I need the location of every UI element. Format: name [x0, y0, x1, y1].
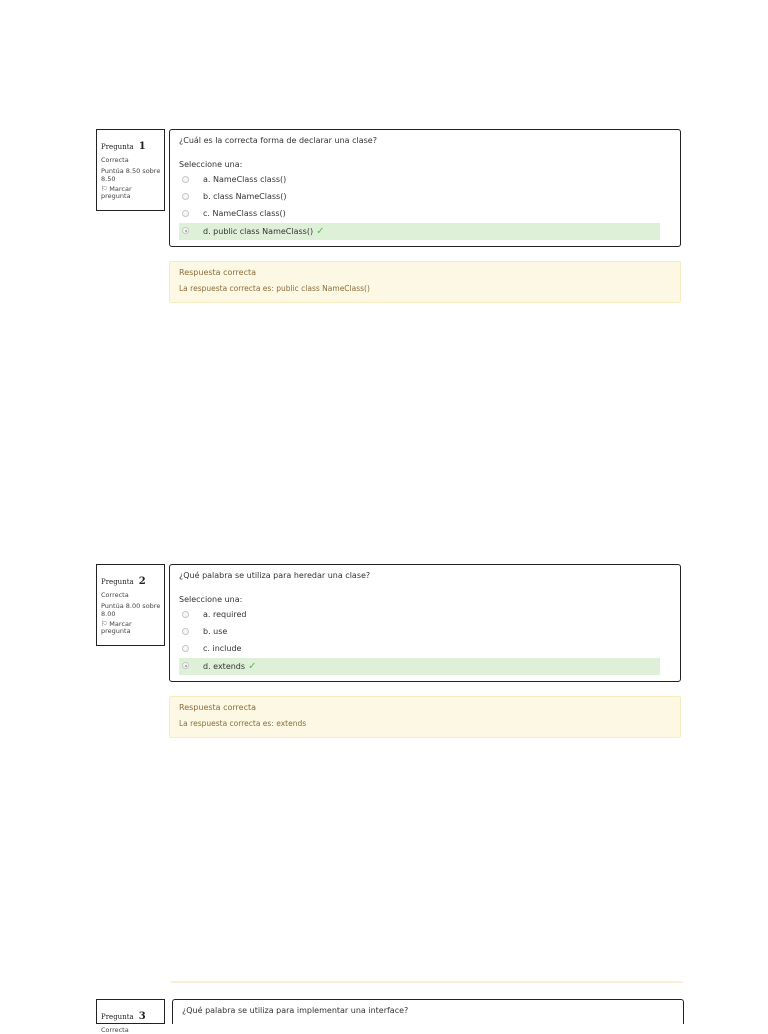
answer-option-c[interactable]	[179, 641, 660, 658]
flag-question-link[interactable]	[101, 621, 161, 635]
feedback-box	[169, 261, 681, 303]
answer-label: d. extends	[203, 662, 246, 671]
radio-icon[interactable]	[182, 645, 189, 652]
question-label: Pregunta	[101, 1013, 134, 1021]
answer-option-b[interactable]	[179, 189, 660, 206]
check-icon: ✓	[316, 226, 325, 237]
answer-option-b[interactable]	[179, 624, 660, 641]
answer-option-d[interactable]	[179, 658, 660, 675]
question-number	[101, 569, 161, 588]
answer-label-wrap	[203, 661, 256, 672]
question-content	[169, 564, 681, 682]
answer-option-c[interactable]	[179, 206, 660, 223]
answer-option-a[interactable]	[179, 607, 660, 624]
flag-icon: ⚐	[101, 620, 108, 628]
question-info	[96, 564, 165, 646]
flag-question-label: Marcar pregunta	[101, 185, 132, 200]
question-status: Correcta	[101, 1026, 129, 1034]
select-one-prompt: Seleccione una:	[179, 160, 243, 169]
question-score: Puntúa 8.00 sobre 8.00	[101, 602, 161, 618]
flag-icon: ⚐	[101, 185, 108, 193]
question-text: ¿Cuál es la correcta forma de declarar una clase?	[179, 136, 377, 145]
radio-icon[interactable]	[182, 193, 189, 200]
feedback-text: La respuesta correcta es: extends	[179, 719, 307, 728]
answer-label: b. use	[203, 627, 228, 636]
question-number-value: 3	[138, 1011, 146, 1022]
question-label: Pregunta	[101, 578, 134, 586]
check-icon: ✓	[248, 661, 257, 672]
answer-label: c. NameClass class()	[203, 209, 286, 218]
radio-icon[interactable]	[182, 227, 189, 234]
flag-question-link[interactable]	[101, 186, 161, 200]
question-score: Puntúa 8.50 sobre 8.50	[101, 167, 161, 183]
question-number-value: 2	[138, 576, 146, 587]
radio-icon[interactable]	[182, 611, 189, 618]
radio-icon[interactable]	[182, 628, 189, 635]
question-label: Pregunta	[101, 143, 134, 151]
answer-label: c. include	[203, 644, 242, 653]
radio-icon[interactable]	[182, 210, 189, 217]
question-status: Correcta	[101, 156, 129, 164]
question-status: Correcta	[101, 591, 129, 599]
question-number	[101, 134, 161, 153]
answer-option-a[interactable]	[179, 172, 660, 189]
feedback-title: Respuesta correcta	[179, 268, 257, 277]
answer-label: a. NameClass class()	[203, 175, 287, 184]
answer-label-wrap	[203, 226, 324, 237]
question-info	[96, 999, 165, 1034]
radio-icon[interactable]	[182, 662, 189, 669]
feedback-box	[169, 696, 681, 738]
question-content	[169, 129, 681, 247]
question-number	[101, 1004, 161, 1023]
answer-label: b. class NameClass()	[203, 192, 287, 201]
select-one-prompt: Seleccione una:	[179, 595, 243, 604]
section-divider	[171, 981, 683, 983]
feedback-title: Respuesta correcta	[179, 703, 257, 712]
answer-label: a. required	[203, 610, 247, 619]
question-number-value: 1	[138, 141, 146, 152]
radio-icon[interactable]	[182, 176, 189, 183]
answer-label: d. public class NameClass()	[203, 227, 314, 236]
question-content	[172, 999, 684, 1024]
question-text: ¿Qué palabra se utiliza para heredar una clase?	[179, 571, 371, 580]
question-info	[96, 129, 165, 211]
feedback-text: La respuesta correcta es: public class NameClass()	[179, 284, 370, 293]
question-text: ¿Qué palabra se utiliza para implementar una interface?	[182, 1006, 409, 1015]
answer-option-d[interactable]	[179, 223, 660, 240]
flag-question-label: Marcar pregunta	[101, 620, 132, 635]
